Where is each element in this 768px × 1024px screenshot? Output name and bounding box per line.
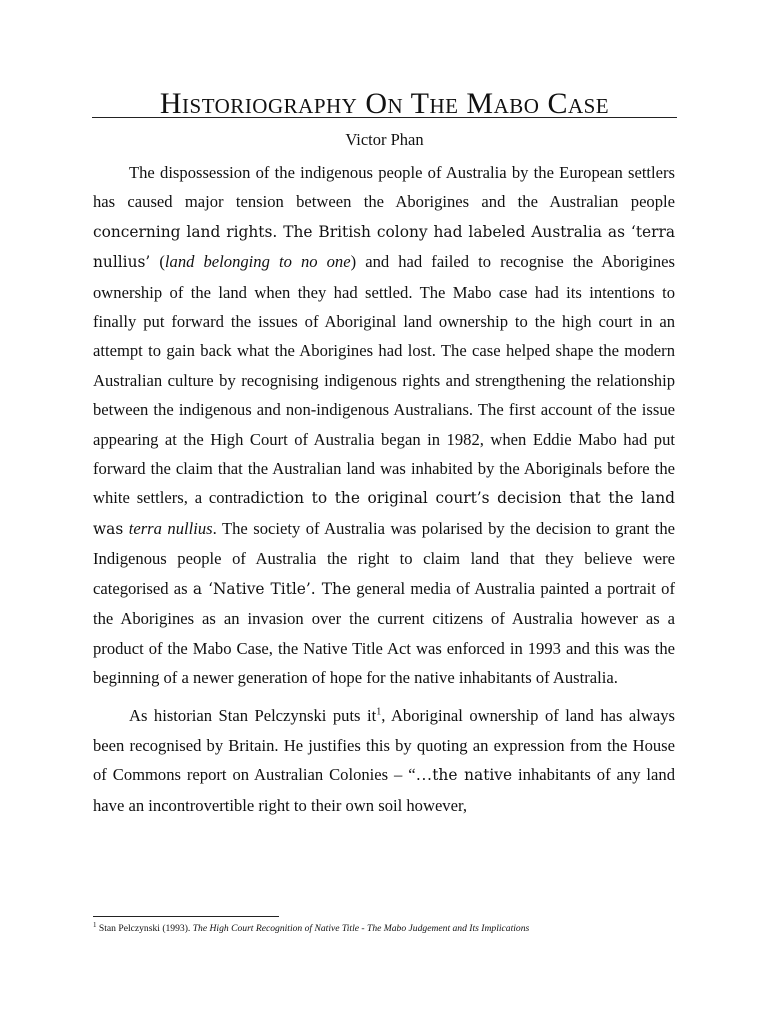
document-title: Historiography On The Mabo Case (159, 87, 610, 120)
p1-bold-3: a ‘Native Title’. The (192, 579, 351, 598)
paragraph-2 (93, 701, 675, 820)
title-underline (92, 117, 677, 118)
p1-italic-2: terra nullius (128, 518, 213, 538)
footnote-separator (93, 916, 279, 917)
p2-text-2: , Aboriginal ownership of land has always been recognised by Britain. He justifies this by quoting an expression from the House of Commons report on Australian Colonies – “… (93, 706, 675, 785)
author-name: Victor Phan (345, 130, 424, 149)
footnote-ref-link[interactable]: 1 (376, 706, 382, 718)
footnote (93, 922, 693, 936)
footnote-text: Stan Pelczynski (1993). (96, 923, 193, 934)
body-text (93, 158, 675, 820)
p1-text-2: ( (150, 252, 165, 272)
footnote-title: The High Court Recognition of Native Title - The Mabo Judgement and Its Implications (192, 923, 530, 934)
p1-bold-1: concerning land rights. The British colony had labeled Australia as ‘terra nullius’ (93, 222, 675, 272)
p1-text-6: general media of Australia painted a portrait of the Aborigines as an invasion over the current citizens of Australia however as a product of the Mabo Case, the Native Title Act was enforced in 1993 and this was the beginning of a newer generation of hope for the native inhabitants of Australia. (93, 578, 675, 687)
p2-text-3: inhabitants of any land have an incontrovertible right to their own soil however, (93, 765, 675, 815)
p1-text-5: . The society of Australia was polarised by the decision to grant the Indigenous people of Australia the right to claim land that they believe were categorised as (93, 518, 676, 598)
p1-text-3: ) and had failed to recognise the Aborigines ownership of the land when they had settled. The Mabo case had its intentions to finally put forward the issues of Aboriginal land ownership to the high court in an attempt to gain back what the Aborigines had lost. The case helped shape the modern Australian culture by recognising indigenous rights and strengthening the relationship between the indigenous and non-indigenous Australians. The first account of the issue appearing at the High Court of Australia began in 1982, when Eddie Mabo had put forward the claim that the Australian land was inhabited by the Aboriginals before the white settlers, a contra (93, 252, 675, 508)
p1-bold-2: diction to the original court’s decision that the land was (93, 489, 675, 538)
p1-italic-1: land belonging to no one (164, 252, 351, 272)
p2-text-1: As historian Stan Pelczynski puts it (129, 706, 377, 726)
p1-text-1: The dispossession of the indigenous people of Australia by the European settlers has caused major tension between the Aborigines and the Australian people (93, 163, 675, 212)
paragraph-1 (93, 158, 675, 692)
p2-bold-1: the native (432, 766, 513, 785)
footnote-number: 1 (93, 920, 97, 929)
